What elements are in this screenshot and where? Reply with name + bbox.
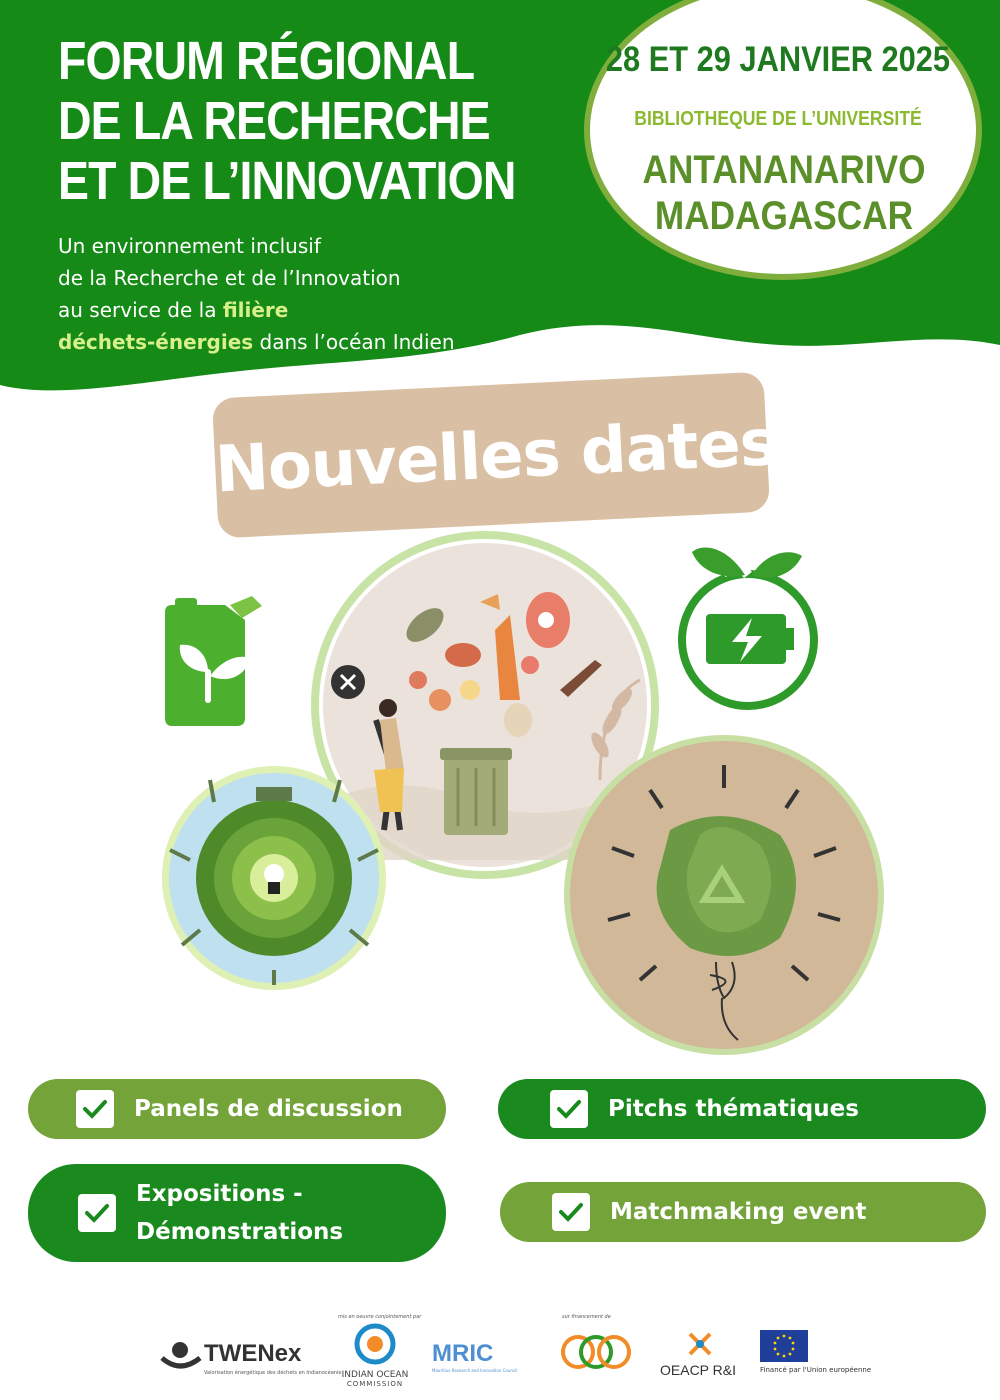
oeacp-logo-mark <box>660 1330 740 1358</box>
illustrations <box>150 520 910 1060</box>
new-dates-banner-text: Nouvelles dates <box>213 406 779 508</box>
highlight-filiere: filière <box>222 298 289 322</box>
eu-flag-icon <box>760 1330 808 1362</box>
feature-label: Panels de discussion <box>134 1096 403 1122</box>
forum-title-line-2: DE LA RECHERCHE <box>58 91 490 151</box>
feature-expositions <box>28 1164 446 1262</box>
twenex-logo-mark <box>160 1340 202 1372</box>
fuel-can-leaf-icon <box>165 596 262 726</box>
feature-label-line-2: Démonstrations <box>136 1219 344 1245</box>
funded-by-label: sur financement de <box>562 1314 611 1320</box>
feature-label-line-1: Expositions - <box>136 1181 303 1207</box>
subtitle-line-2: de la Recherche et de l’Innovation <box>58 266 401 290</box>
acp-logo <box>560 1330 632 1374</box>
event-country: MADAGASCAR <box>654 194 914 238</box>
event-city: ANTANANARIVO <box>642 148 926 192</box>
forum-title-line-3: ET DE L’INNOVATION <box>58 151 516 211</box>
feature-matchmaking <box>500 1182 986 1242</box>
eu-logo: Financé par l'Union européenne <box>760 1330 871 1374</box>
event-venue: BIBLIOTHEQUE DE L’UNIVERSITÉ <box>634 108 922 130</box>
event-dates: 28 ET 29 JANVIER 2025 <box>605 40 951 79</box>
ioc-logo-mark <box>340 1322 410 1366</box>
checkmark-icon <box>78 1194 116 1232</box>
forum-title-line-1: FORUM RÉGIONAL <box>58 31 475 91</box>
subtitle-line-4: déchets-énergies dans l’océan Indien <box>58 330 455 354</box>
subtitle-line-1: Un environnement inclusif <box>58 234 321 258</box>
highlight-dechets-energies: déchets-énergies <box>58 330 254 354</box>
mric-logo: MRIC Mauritius Research and Innovation Council <box>432 1340 518 1373</box>
twenex-logo: TWENex Valorisation énergétique des déchets en Indianocéanie <box>160 1340 202 1376</box>
recycled-paper-bulb-illustration <box>564 735 884 1055</box>
checkmark-icon <box>550 1090 588 1128</box>
subtitle-line-3: au service de la filière <box>58 298 289 322</box>
green-planet-illustration <box>162 766 386 990</box>
ioc-logo: INDIAN OCEAN COMMISSION <box>340 1322 410 1388</box>
feature-panels <box>28 1079 446 1139</box>
feature-label: Matchmaking event <box>610 1199 867 1225</box>
implemented-by-label: mis en oeuvre conjointement par <box>338 1314 422 1320</box>
battery-leaf-icon <box>682 547 814 706</box>
feature-label: Pitchs thématiques <box>608 1096 859 1122</box>
checkmark-icon <box>552 1193 590 1231</box>
feature-pitchs <box>498 1079 986 1139</box>
checkmark-icon <box>76 1090 114 1128</box>
oeacp-logo: OEACP R&I <box>660 1330 740 1378</box>
